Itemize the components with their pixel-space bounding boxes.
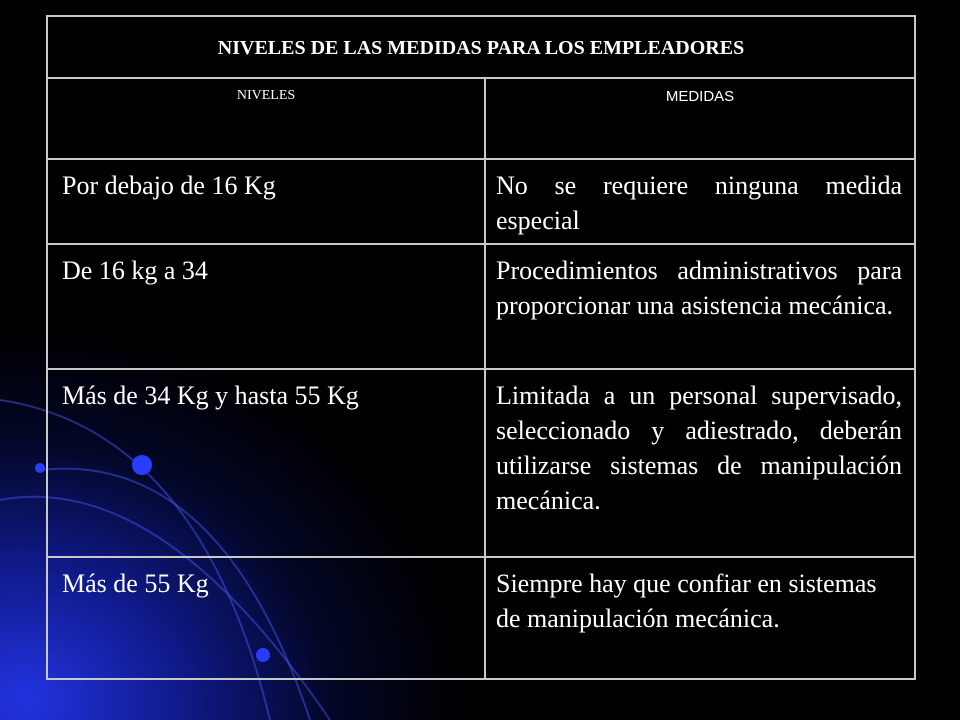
table-row	[47, 159, 915, 244]
table-row	[47, 557, 915, 679]
table-row	[47, 369, 915, 557]
medida-cell: Siempre hay que confiar en sistemas de manipulación mecánica.	[485, 557, 915, 679]
nivel-cell: Más de 55 Kg	[47, 557, 485, 679]
table-row	[47, 244, 915, 369]
nivel-cell: Más de 34 Kg y hasta 55 Kg	[47, 369, 485, 557]
medida-cell: Procedimientos administrativos para proporcionar una asistencia mecánica.	[485, 244, 915, 369]
nivel-cell: Por debajo de 16 Kg	[47, 159, 485, 244]
table-title: NIVELES DE LAS MEDIDAS PARA LOS EMPLEADORES	[47, 16, 915, 78]
medida-cell: Limitada a un personal supervisado, seleccionado y adiestrado, deberán utilizarse sistemas de manipulación mecánica.	[485, 369, 915, 557]
column-header-medidas: MEDIDAS	[485, 78, 915, 159]
nivel-cell: De 16 kg a 34	[47, 244, 485, 369]
levels-table	[46, 15, 916, 680]
medida-cell: No se requiere ninguna medida especial	[485, 159, 915, 244]
column-header-niveles: NIVELES	[47, 78, 485, 159]
